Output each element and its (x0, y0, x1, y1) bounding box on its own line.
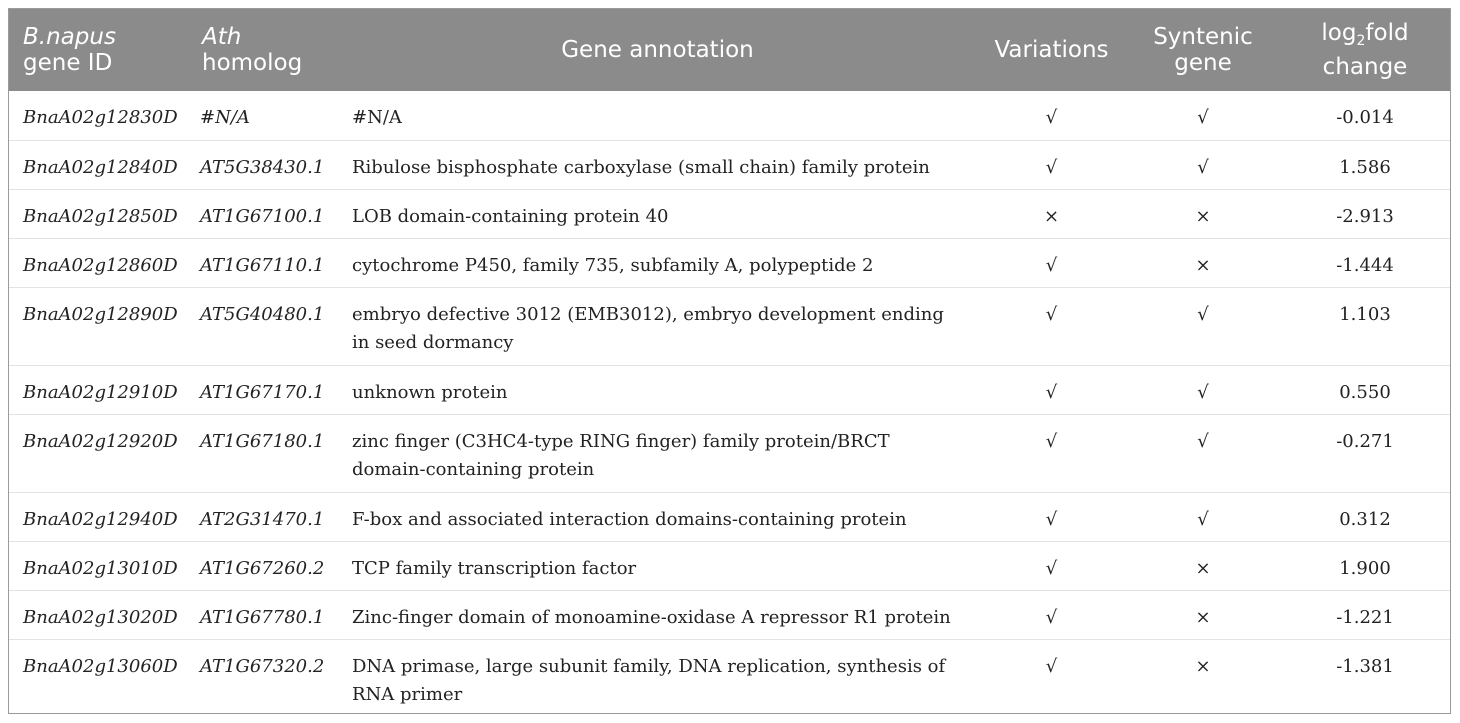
header-variations-label: Variations (994, 37, 1109, 63)
cell-gene-id: BnaA02g12850D (9, 189, 188, 238)
cell-log2fc: -1.444 (1278, 238, 1451, 287)
cell-syntenic: √ (1128, 140, 1278, 189)
cell-gene-id: BnaA02g12860D (9, 238, 188, 287)
cell-annotation: DNA primase, large subunit family, DNA replication, synthesis of RNA primer (352, 655, 946, 705)
cell-gene-id: BnaA02g12890D (9, 287, 188, 365)
header-ath-homolog (188, 9, 340, 91)
cell-variations: √ (975, 365, 1128, 414)
cell-variations: √ (975, 492, 1128, 541)
cell-syntenic: × (1128, 238, 1278, 287)
header-log2fc-line2: change (1322, 54, 1408, 80)
cell-annotation: LOB domain-containing protein 40 (340, 189, 975, 238)
cell-annotation: zinc finger (C3HC4-type RING finger) family protein/BRCT domain-containing protein (340, 414, 975, 492)
table-row (9, 365, 1451, 414)
cell-annotation: embryo defective 3012 (EMB3012), embryo development ending in seed dormancy (340, 287, 975, 365)
cell-syntenic: × (1128, 541, 1278, 590)
cell-gene-id: BnaA02g12920D (9, 414, 188, 492)
header-annotation (340, 9, 975, 91)
header-log2fc-subscript: 2 (1356, 33, 1366, 49)
table-row (9, 639, 1451, 714)
cell-annotation: TCP family transcription factor (340, 541, 975, 590)
header-log2fc-suffix: fold (1365, 20, 1409, 46)
header-syntenic-line1: Syntenic (1153, 24, 1253, 50)
header-gene-id-line1: B.napus (23, 24, 116, 50)
gene-table (9, 9, 1451, 714)
cell-log2fc: 1.103 (1278, 287, 1451, 365)
table-row (9, 189, 1451, 238)
header-syntenic-line2: gene (1174, 50, 1232, 76)
cell-syntenic: √ (1128, 492, 1278, 541)
table-row (9, 590, 1451, 639)
cell-variations: √ (975, 140, 1128, 189)
cell-syntenic: √ (1128, 365, 1278, 414)
header-variations (975, 9, 1128, 91)
cell-ath-homolog: #N/A (188, 91, 340, 140)
cell-gene-id: BnaA02g13060D (23, 655, 178, 677)
cell-log2fc: 0.550 (1278, 365, 1451, 414)
cell-ath-homolog: AT1G67260.2 (188, 541, 340, 590)
cell-ath-homolog: AT1G67320.2 (200, 655, 325, 677)
header-gene-id-line2: gene ID (23, 50, 113, 76)
table-row (9, 287, 1451, 365)
header-row (9, 9, 1451, 91)
header-gene-id (9, 9, 188, 91)
cell-annotation: F-box and associated interaction domains-containing protein (340, 492, 975, 541)
header-log2fc (1278, 9, 1451, 91)
header-ath-line1: Ath (202, 24, 242, 50)
cell-variations: √ (975, 91, 1128, 140)
cell-gene-id: BnaA02g12840D (9, 140, 188, 189)
cell-log2fc: -0.271 (1278, 414, 1451, 492)
cell-log2fc: -0.014 (1278, 91, 1451, 140)
table-row (9, 414, 1451, 492)
cell-gene-id: BnaA02g12910D (9, 365, 188, 414)
cell-gene-id: BnaA02g13020D (9, 590, 188, 639)
table-row (9, 238, 1451, 287)
cell-log2fc: 1.586 (1278, 140, 1451, 189)
cell-log2fc: -1.221 (1278, 590, 1451, 639)
cell-ath-homolog: AT5G38430.1 (188, 140, 340, 189)
cell-syntenic: √ (1128, 91, 1278, 140)
table-row (9, 91, 1451, 140)
cell-syntenic: √ (1128, 287, 1278, 365)
cell-gene-id: BnaA02g13010D (9, 541, 188, 590)
cell-annotation: unknown protein (340, 365, 975, 414)
cell-variations: √ (975, 287, 1128, 365)
cell-variations: √ (975, 590, 1128, 639)
cell-ath-homolog: AT5G40480.1 (188, 287, 340, 365)
cell-ath-homolog: AT1G67100.1 (188, 189, 340, 238)
cell-variations: √ (975, 541, 1128, 590)
table-row (9, 140, 1451, 189)
cell-ath-homolog: AT1G67780.1 (188, 590, 340, 639)
cell-annotation: Zinc-finger domain of monoamine-oxidase A repressor R1 protein (340, 590, 975, 639)
cell-syntenic: × (1128, 189, 1278, 238)
cell-ath-homolog: AT1G67170.1 (188, 365, 340, 414)
cell-syntenic: × (1195, 655, 1211, 677)
header-ath-line2: homolog (202, 50, 303, 76)
header-log2fc-prefix: log (1321, 20, 1357, 46)
cell-log2fc: -2.913 (1278, 189, 1451, 238)
cell-annotation: #N/A (340, 91, 975, 140)
cell-gene-id: BnaA02g12940D (9, 492, 188, 541)
cell-ath-homolog: AT2G31470.1 (188, 492, 340, 541)
cell-log2fc: -1.381 (1336, 655, 1394, 677)
table-header (9, 9, 1451, 91)
gene-table-frame (8, 8, 1451, 714)
cell-ath-homolog: AT1G67110.1 (188, 238, 340, 287)
table-row (9, 492, 1451, 541)
cell-log2fc: 1.900 (1278, 541, 1451, 590)
cell-gene-id: BnaA02g12830D (9, 91, 188, 140)
table-body (9, 91, 1451, 714)
cell-annotation: Ribulose bisphosphate carboxylase (small chain) family protein (340, 140, 975, 189)
header-syntenic (1128, 9, 1278, 91)
cell-variations: √ (975, 414, 1128, 492)
cell-syntenic: × (1128, 590, 1278, 639)
cell-annotation: cytochrome P450, family 735, subfamily A, polypeptide 2 (340, 238, 975, 287)
cell-variations: √ (1045, 655, 1058, 677)
cell-ath-homolog: AT1G67180.1 (188, 414, 340, 492)
header-annotation-label: Gene annotation (561, 37, 754, 63)
table-row (9, 541, 1451, 590)
cell-variations: × (975, 189, 1128, 238)
cell-log2fc: 0.312 (1278, 492, 1451, 541)
cell-variations: √ (975, 238, 1128, 287)
cell-syntenic: √ (1128, 414, 1278, 492)
